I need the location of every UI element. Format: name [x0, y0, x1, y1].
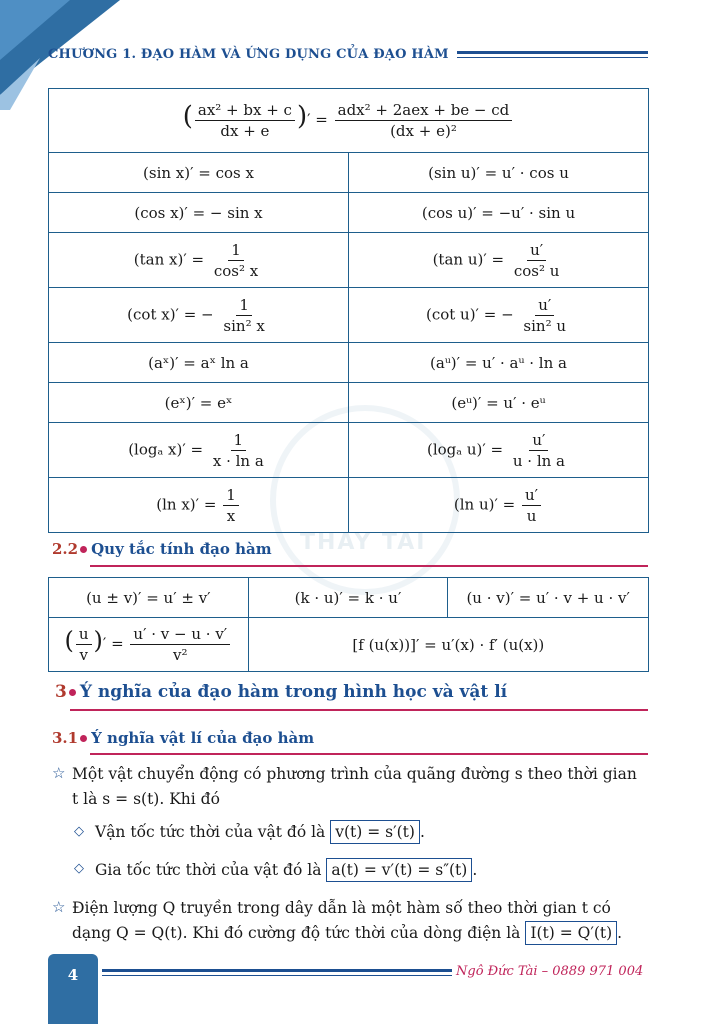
header-rule [457, 51, 648, 58]
paragraph-motion [72, 762, 650, 812]
formula-cell [349, 233, 649, 288]
rule-chain: [f (u(x))]′ = u′(x) · f′ (u(x)) [248, 618, 648, 672]
section-title: Ý nghĩa vật lí của đạo hàm [91, 729, 315, 747]
formula-prefix: (tan u)′ = [432, 250, 505, 268]
acceleration-formula-box: a(t) = v′(t) = s″(t) [326, 858, 472, 882]
frac-num: u′ · v − u · v′ [130, 624, 230, 645]
page-footer [48, 954, 648, 998]
frac-den: v [79, 646, 88, 664]
section-heading-3-1 [52, 729, 314, 747]
rule-product: (u · v)′ = u′ · v + u · v′ [448, 578, 649, 618]
frac-num: 1 [223, 485, 239, 506]
formula-cell: (cos x)′ = − sin x [49, 193, 349, 233]
paragraph-current: Điện lượng Q truyền trong dây dẫn là một hàm số theo thời gian t có dạng Q = Q(t). Khi đó cường độ tức thời của dòng điện là I(t) = Q′(t) . [72, 896, 650, 946]
diamond-bullet-icon: ◇ [74, 824, 84, 839]
section-bullet-icon [69, 689, 76, 696]
frac-den: x [226, 506, 236, 525]
frac-num: u [76, 624, 92, 645]
frac-den: cos² u [513, 261, 560, 280]
rules-table [48, 577, 649, 672]
formula-cell: (sin u)′ = u′ · cos u [349, 153, 649, 193]
top-lhs-den: dx + e [220, 122, 270, 140]
frac-num: u′ [522, 485, 541, 506]
formula-cell: (sin x)′ = cos x [49, 153, 349, 193]
top-rhs-num: adx² + 2aex + be − cd [335, 100, 513, 121]
footer-author: Ngô Đức Tài – 0889 971 004 [456, 964, 644, 979]
section-bullet-icon [80, 735, 87, 742]
frac-num: 1 [228, 240, 244, 261]
top-rhs-den: (dx + e)² [390, 122, 457, 140]
formula-prefix: (ln u)′ = [453, 495, 516, 513]
frac-den: sin² x [223, 316, 265, 335]
section-heading-2-2 [52, 540, 272, 558]
page-number-box [48, 954, 98, 1024]
formula-cell [349, 288, 649, 343]
text-line: t là s = s(t). Khi đó [72, 790, 220, 808]
section-underline [70, 709, 648, 711]
text-line: Điện lượng Q truyền trong dây dẫn là một hàm số theo thời gian t có [72, 899, 611, 917]
section-underline [90, 565, 648, 567]
chapter-title: CHƯƠNG 1. ĐẠO HÀM VÀ ỨNG DỤNG CỦA ĐẠO HÀM [48, 46, 449, 62]
section-title: Quy tắc tính đạo hàm [91, 540, 272, 558]
formula-cell: (eˣ)′ = eˣ [49, 383, 349, 423]
text-line: Một vật chuyển động có phương trình của quãng đường s theo thời gian [72, 765, 637, 783]
frac-num: u′ [529, 430, 548, 451]
frac-den: cos² x [213, 261, 259, 280]
diamond-bullet-icon: ◇ [74, 861, 84, 876]
frac-den: sin² u [523, 316, 567, 335]
section-title: Ý nghĩa của đạo hàm trong hình học và vật lí [79, 682, 508, 702]
star-bullet-icon: ☆ [52, 898, 66, 916]
formula-cell [49, 478, 349, 533]
velocity-text: Vận tốc tức thời của vật đó là [95, 823, 326, 841]
formula-prefix: (tan x)′ = [133, 250, 205, 268]
frac-den: v² [173, 646, 188, 664]
page-number: 4 [67, 966, 79, 984]
section-heading-3 [55, 682, 507, 702]
formula-cell: (cos u)′ = −u′ · sin u [349, 193, 649, 233]
formula-cell: (aᵘ)′ = u′ · aᵘ · ln a [349, 343, 649, 383]
formula-cell: (aˣ)′ = aˣ ln a [49, 343, 349, 383]
footer-rule [102, 969, 452, 976]
rule-quotient: ( $\frac{u}{v}$ )′ = $\frac{u' \cdot v - u \cdot v'}{\text{v²}}$ [49, 618, 249, 672]
top-lhs-num: ax² + bx + c [195, 100, 295, 121]
section-underline [90, 753, 648, 755]
formula-cell [49, 288, 349, 343]
watermark-text: THAY TAI [300, 530, 427, 555]
formula-cell [349, 423, 649, 478]
formula-prefix: (cot x)′ = − [127, 305, 214, 323]
frac-den: x · ln a [212, 451, 264, 470]
formula-prefix: (logₐ u)′ = [426, 440, 504, 458]
formula-prefix: (cot u)′ = − [425, 305, 514, 323]
section-number: 2.2 [52, 540, 79, 558]
text-line: dạng Q = Q(t). Khi đó cường độ tức thời của dòng điện là [72, 924, 521, 942]
rule-constant: (k · u)′ = k · u′ [248, 578, 448, 618]
frac-den: u · ln a [512, 451, 565, 470]
formula-prefix: (logₐ x)′ = [128, 440, 204, 458]
frac-den: u [526, 506, 537, 525]
star-bullet-icon: ☆ [52, 764, 66, 782]
section-number: 3.1 [52, 729, 79, 747]
formula-cell [349, 478, 649, 533]
frac-num: u′ [527, 240, 546, 261]
formula-cell [49, 423, 349, 478]
formula-cell [49, 233, 349, 288]
rule-sum: (u ± v)′ = u′ ± v′ [49, 578, 249, 618]
frac-num: 1 [231, 430, 247, 451]
chapter-header [48, 44, 648, 64]
formula-prefix: (ln x)′ = [156, 495, 217, 513]
frac-num: u′ [535, 295, 554, 316]
acceleration-text: Gia tốc tức thời của vật đó là [95, 861, 322, 879]
section-bullet-icon [80, 546, 87, 553]
formula-cell: (eᵘ)′ = u′ · eᵘ [349, 383, 649, 423]
acceleration-line: Gia tốc tức thời của vật đó là a(t) = v′(t) = s″(t) . [95, 858, 477, 883]
section-number: 3 [55, 682, 67, 702]
current-formula-box: I(t) = Q′(t) [525, 921, 617, 945]
derivative-table [48, 88, 649, 533]
velocity-formula-box: v(t) = s′(t) [330, 820, 420, 844]
frac-num: 1 [236, 295, 252, 316]
velocity-line: Vận tốc tức thời của vật đó là v(t) = s′(t) . [95, 820, 425, 845]
top-formula-cell: ( $\frac{\text{ax² + bx + c}}{dx + e}$ )′ = $\frac{\text{adx² + 2aex + be − cd}}{\text{(dx + e)²}}$ [49, 89, 649, 153]
